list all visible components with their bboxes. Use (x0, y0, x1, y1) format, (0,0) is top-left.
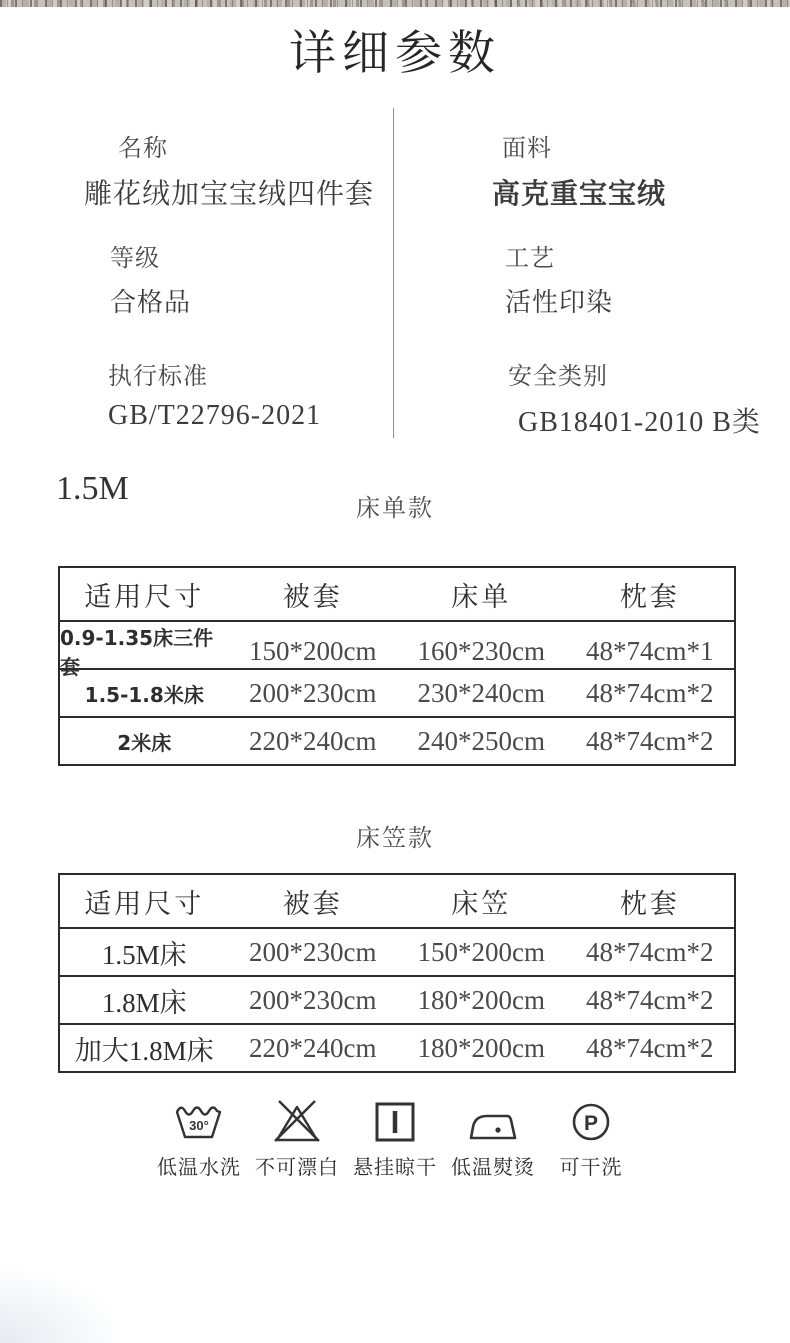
size-table-sheet (58, 566, 736, 766)
table-cell: 1.5-1.8米床 (84, 682, 204, 707)
spec-safety-value: GB18401-2010 B类 (518, 407, 761, 438)
table-cell: 48*74cm*2 (586, 725, 714, 756)
table-cell: 48*74cm*2 (586, 936, 714, 967)
care-label: 可干洗 (559, 1157, 623, 1179)
table-cell: 1.5M床 (101, 939, 187, 970)
table-cell: 加大1.8M床 (74, 1035, 214, 1066)
spec-standard-value: GB/T22796-2021 (108, 400, 322, 431)
spec-column-divider (393, 108, 394, 438)
size-table-fitted (58, 873, 736, 1073)
spec-grade-value: 合格品 (110, 287, 192, 317)
column-header: 被套 (282, 888, 343, 919)
table1-caption: 床单款 (356, 495, 434, 522)
table-cell: 150*200cm (249, 635, 377, 666)
table-cell: 180*200cm (417, 1032, 545, 1063)
svg-text:30°: 30° (189, 1118, 209, 1133)
table-row (60, 620, 734, 679)
spec-fabric-value: 高克重宝宝绒 (492, 178, 667, 209)
table-cell: 160*230cm (417, 635, 545, 666)
spec-craft (505, 238, 613, 319)
spec-safety (508, 356, 761, 440)
spec-name (84, 128, 374, 212)
care-item-dry-clean (545, 1094, 637, 1180)
care-label: 低温水洗 (157, 1157, 241, 1179)
care-label: 悬挂晾干 (353, 1157, 437, 1179)
care-item-iron (447, 1094, 539, 1180)
table-cell: 220*240cm (249, 725, 377, 756)
column-header: 被套 (282, 581, 343, 612)
column-header: 床笠 (451, 888, 512, 919)
table-row (60, 668, 734, 716)
spec-fabric (492, 128, 666, 212)
table-cell: 48*74cm*2 (586, 984, 714, 1015)
care-symbols-row (0, 1094, 790, 1180)
spec-grade (110, 238, 191, 319)
spec-grade-label: 等级 (110, 245, 160, 272)
spec-standard-label: 执行标准 (108, 363, 208, 390)
column-header: 枕套 (619, 581, 680, 612)
table-header-row (60, 875, 734, 927)
column-header: 适用尺寸 (84, 888, 205, 919)
care-item-wash (153, 1094, 245, 1180)
table-cell: 48*74cm*2 (586, 1032, 714, 1063)
table-row (60, 927, 734, 975)
table-cell: 180*200cm (417, 984, 545, 1015)
table-row (60, 975, 734, 1023)
spec-name-label: 名称 (118, 135, 168, 162)
table-cell: 230*240cm (417, 677, 545, 708)
table-cell: 2米床 (117, 730, 172, 755)
table-header-row (60, 568, 734, 620)
iron-low-icon (467, 1094, 519, 1144)
wash-30-icon (174, 1094, 224, 1144)
hang-dry-icon (373, 1094, 417, 1144)
spec-fabric-label: 面料 (502, 135, 552, 162)
table-cell: 200*230cm (249, 984, 377, 1015)
table-cell: 1.8M床 (101, 987, 187, 1018)
table-cell: 150*200cm (417, 936, 545, 967)
column-header: 床单 (451, 581, 512, 612)
column-header: 枕套 (619, 888, 680, 919)
table-cell: 220*240cm (249, 1032, 377, 1063)
table-cell: 48*74cm*1 (586, 635, 714, 666)
table-cell: 48*74cm*2 (586, 677, 714, 708)
svg-text:P: P (583, 1112, 599, 1135)
table2-caption: 床笠款 (356, 825, 434, 852)
table-row (60, 1023, 734, 1071)
care-label: 低温熨烫 (451, 1157, 535, 1179)
top-photo-edge-texture (0, 0, 790, 7)
care-label: 不可漂白 (255, 1157, 339, 1179)
table-cell: 200*230cm (249, 677, 377, 708)
spec-craft-value: 活性印染 (505, 287, 614, 317)
spec-standard (108, 356, 321, 432)
care-item-no-bleach (251, 1094, 343, 1180)
size-note: 1.5M (56, 470, 129, 507)
table-row (60, 716, 734, 764)
dry-clean-icon (569, 1094, 613, 1144)
page-title: 详细参数 (289, 26, 501, 79)
table-cell: 240*250cm (417, 725, 545, 756)
table-cell: 200*230cm (249, 936, 377, 967)
table-cell: 0.9-1.35床三件套 (60, 626, 214, 679)
care-item-hang-dry (349, 1094, 441, 1180)
spec-name-value: 雕花绒加宝宝绒四件套 (84, 178, 375, 209)
column-header: 适用尺寸 (84, 581, 205, 612)
corner-shadow (0, 1223, 220, 1343)
spec-craft-label: 工艺 (505, 245, 555, 272)
spec-safety-label: 安全类别 (508, 363, 608, 390)
no-bleach-icon (271, 1094, 323, 1144)
